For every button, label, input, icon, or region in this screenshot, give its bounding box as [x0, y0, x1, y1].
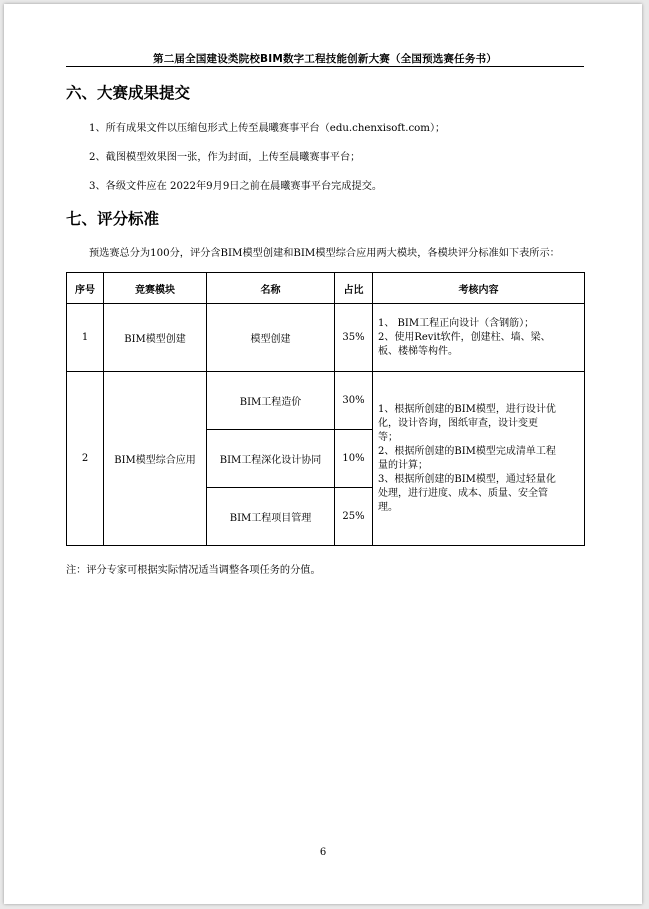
document-page — [4, 4, 642, 904]
header-rule — [66, 66, 584, 67]
section-6-item-2: 2、截图模型效果图一张，作为封面，上传至晨曦赛事平台； — [89, 152, 361, 163]
section-6-item-3: 3、各级文件应在 2022年9月9日之前在晨曦赛事平台完成提交。 — [89, 181, 383, 192]
row2-content — [373, 372, 585, 546]
table-note: 注：评分专家可根据实际情况适当调整各项任务的分值。 — [66, 565, 321, 576]
table-row — [67, 304, 585, 372]
row1-content-line: 2、使用Revit软件，创建柱、墙、梁、 — [378, 331, 551, 343]
row1-content-line: 板、楼梯等构件。 — [378, 345, 458, 357]
row2-content-line: 处理，进行进度、成本、质量、安全管 — [378, 487, 548, 499]
row2-content-line: 3、根据所创建的BIM模型，通过轻量化 — [378, 473, 556, 485]
row2-sub1-ratio: 30% — [335, 372, 373, 430]
row2-content-line: 理。 — [378, 501, 398, 513]
row2-content-line: 2、根据所创建的BIM模型完成清单工程 — [378, 445, 556, 457]
header-ratio: 占比 — [335, 273, 373, 304]
section-7-intro: 预选赛总分为100分，评分含BIM模型创建和BIM模型综合应用两大模块，各模块评分标准如下表所示： — [89, 248, 560, 259]
section-6-item-1: 1、所有成果文件以压缩包形式上传至晨曦赛事平台（edu.chenxisoft.com）； — [89, 123, 446, 134]
header-name: 名称 — [207, 273, 335, 304]
header-content: 考核内容 — [373, 273, 585, 304]
header-index: 序号 — [67, 273, 104, 304]
table-header-row — [67, 273, 585, 304]
row1-index: 1 — [67, 304, 104, 372]
row2-content-line: 量的计算； — [378, 459, 428, 471]
header-module: 竞赛模块 — [104, 273, 207, 304]
row1-name: 模型创建 — [207, 304, 335, 372]
row2-sub2-ratio: 10% — [335, 430, 373, 488]
row2-sub3-name: BIM工程项目管理 — [207, 488, 335, 546]
row2-sub2-name: BIM工程深化设计协同 — [207, 430, 335, 488]
scoring-table — [66, 272, 585, 546]
row2-content-line: 化，设计咨询，图纸审查，设计变更 — [378, 417, 538, 429]
row2-sub3-ratio: 25% — [335, 488, 373, 546]
section-6-heading: 六、大赛成果提交 — [66, 84, 191, 102]
row1-module: BIM模型创建 — [104, 304, 207, 372]
row2-module: BIM模型综合应用 — [104, 372, 207, 546]
section-7-heading: 七、评分标准 — [66, 210, 160, 228]
row1-content-line: 1、 BIM工程正向设计（含钢筋）； — [378, 317, 535, 329]
row2-content-line: 等； — [378, 431, 398, 443]
row2-content-line: 1、根据所创建的BIM模型，进行设计优 — [378, 403, 556, 415]
header-title: 第二届全国建设类院校BIM数字工程技能创新大赛（全国预选赛任务书） — [153, 53, 497, 65]
table-row — [67, 372, 585, 430]
page-number: 6 — [319, 847, 327, 858]
row2-index: 2 — [67, 372, 104, 546]
row1-ratio: 35% — [335, 304, 373, 372]
row1-content — [373, 304, 585, 372]
row2-sub1-name: BIM工程造价 — [207, 372, 335, 430]
